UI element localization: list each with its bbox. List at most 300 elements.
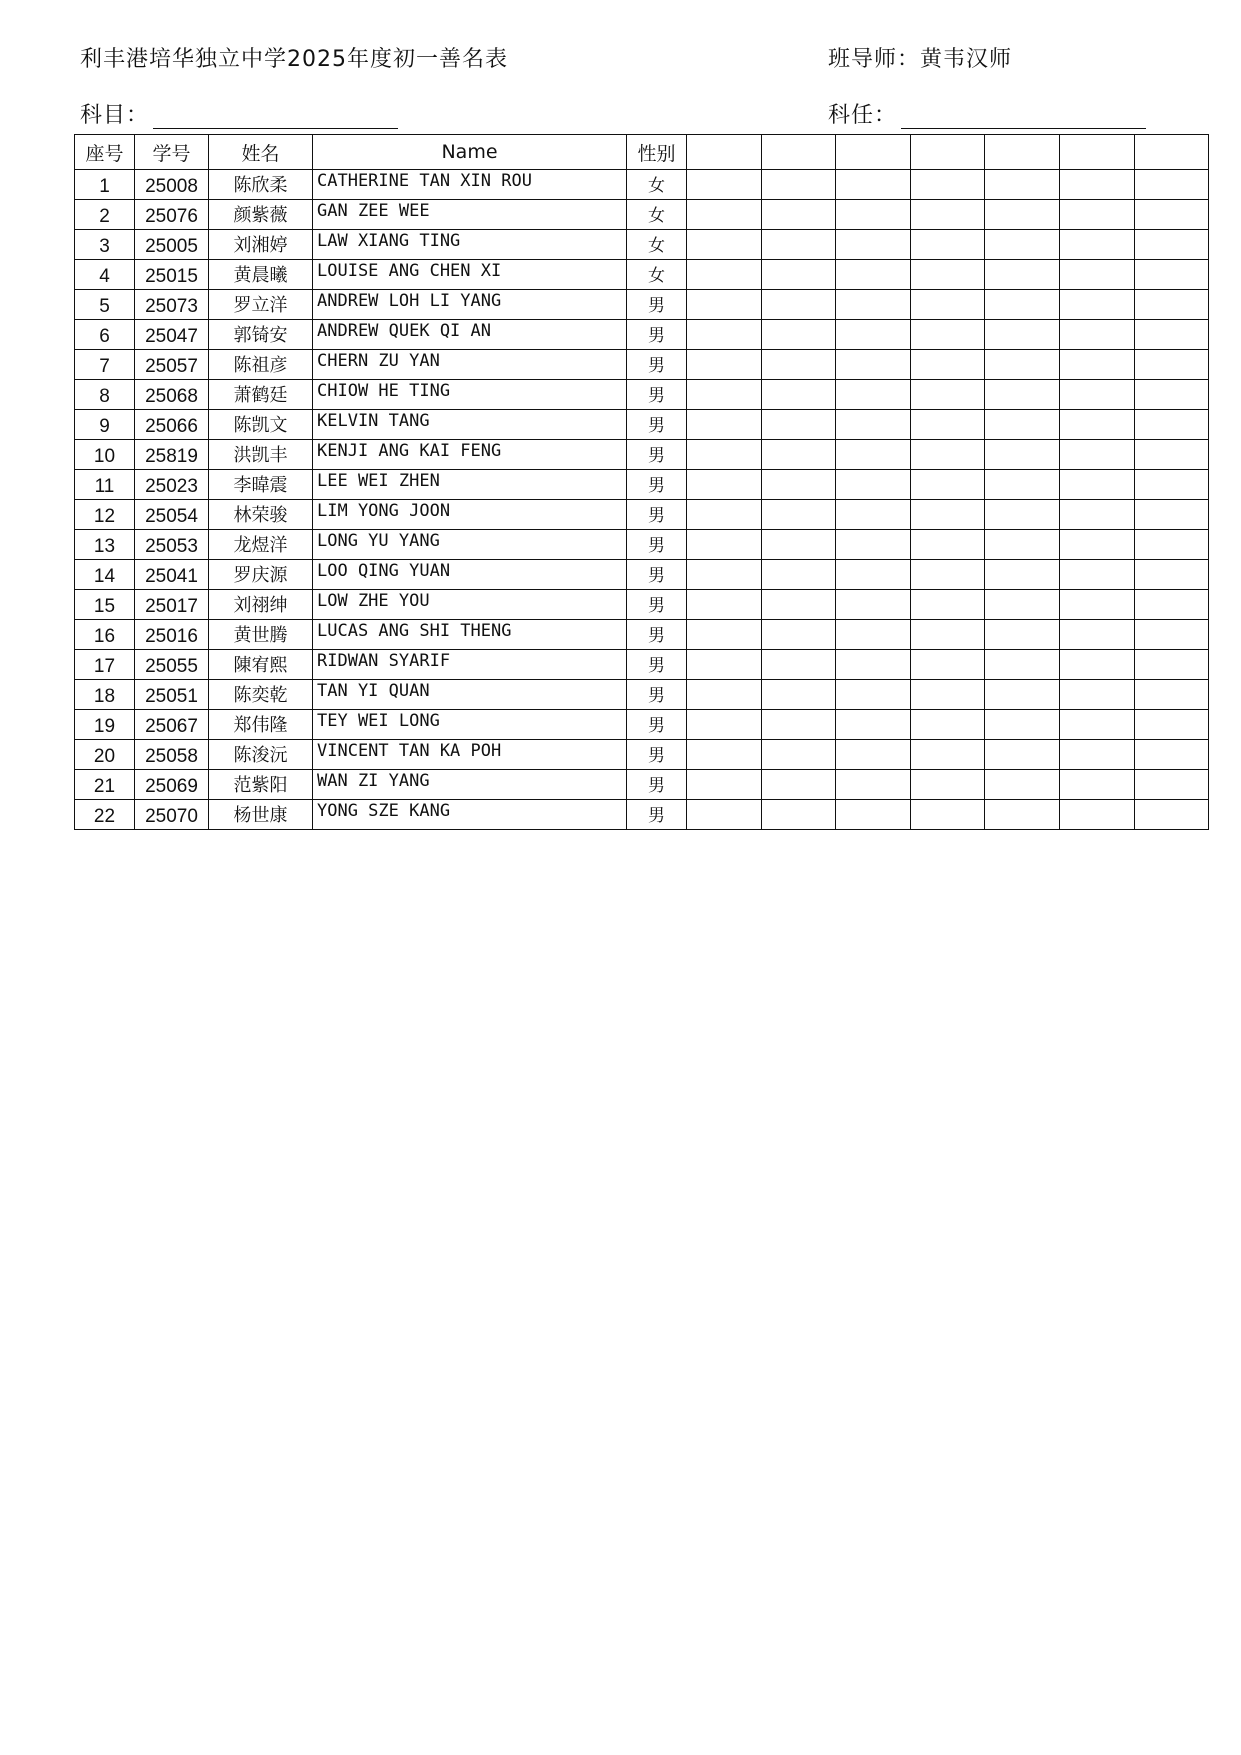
blank-cell[interactable] [1135,260,1209,290]
blank-cell[interactable] [836,230,911,260]
student-id-cell: 25054 [135,500,209,530]
table-row [75,380,1209,410]
blank-cell[interactable] [911,680,985,710]
seat-cell: 22 [75,800,135,830]
blank-cell[interactable] [836,350,911,380]
blank-cell[interactable] [1060,290,1135,320]
chinese-name-cell: 龙煜洋 [209,530,313,560]
blank-cell[interactable] [687,200,762,230]
blank-cell[interactable] [1060,170,1135,200]
blank-cell[interactable] [985,470,1060,500]
blank-cell[interactable] [1135,380,1209,410]
blank-cell[interactable] [762,620,836,650]
blank-cell[interactable] [762,200,836,230]
blank-cell[interactable] [911,770,985,800]
blank-cell[interactable] [1135,170,1209,200]
student-id-cell: 25069 [135,770,209,800]
gender-cell: 男 [627,410,687,440]
gender-cell: 男 [627,770,687,800]
blank-cell[interactable] [836,800,911,830]
seat-cell: 21 [75,770,135,800]
blank-cell[interactable] [687,740,762,770]
student-id-cell: 25066 [135,410,209,440]
english-name-cell: WAN ZI YANG [313,770,627,800]
blank-cell[interactable] [985,800,1060,830]
gender-cell: 女 [627,170,687,200]
blank-cell[interactable] [836,710,911,740]
english-name-cell: KELVIN TANG [313,410,627,440]
gender-cell: 男 [627,680,687,710]
blank-cell[interactable] [1135,230,1209,260]
blank-cell[interactable] [1135,290,1209,320]
header-blank [687,135,762,170]
blank-cell[interactable] [911,380,985,410]
chinese-name-cell: 陈祖彦 [209,350,313,380]
blank-cell[interactable] [762,800,836,830]
blank-cell[interactable] [762,320,836,350]
chinese-name-cell: 陈欣柔 [209,170,313,200]
blank-cell[interactable] [762,500,836,530]
blank-cell[interactable] [985,650,1060,680]
blank-cell[interactable] [1135,200,1209,230]
student-id-cell: 25058 [135,740,209,770]
blank-cell[interactable] [1060,200,1135,230]
student-id-cell: 25041 [135,560,209,590]
blank-cell[interactable] [1135,470,1209,500]
table-row [75,320,1209,350]
blank-cell[interactable] [1135,320,1209,350]
student-id-cell: 25047 [135,320,209,350]
gender-cell: 男 [627,320,687,350]
blank-cell[interactable] [762,680,836,710]
seat-cell: 17 [75,650,135,680]
chinese-name-cell: 陈奕乾 [209,680,313,710]
blank-cell[interactable] [1135,740,1209,770]
blank-cell[interactable] [687,620,762,650]
table-row [75,680,1209,710]
english-name-cell: VINCENT TAN KA POH [313,740,627,770]
english-name-cell: ANDREW QUEK QI AN [313,320,627,350]
blank-cell[interactable] [762,170,836,200]
blank-cell[interactable] [836,500,911,530]
blank-cell[interactable] [911,290,985,320]
seat-cell: 10 [75,440,135,470]
header-seat: 座号 [75,135,135,170]
student-id-cell: 25053 [135,530,209,560]
blank-cell[interactable] [1060,320,1135,350]
table-row [75,650,1209,680]
seat-cell: 6 [75,320,135,350]
blank-cell[interactable] [1060,770,1135,800]
blank-cell[interactable] [836,260,911,290]
student-id-cell: 25051 [135,680,209,710]
blank-cell[interactable] [911,650,985,680]
subject-teacher-label: 科任： [828,103,898,128]
blank-cell[interactable] [985,740,1060,770]
document-title: 利丰港培华独立中学2025年度初一善名表 [80,47,508,72]
header-blank [911,135,985,170]
blank-cell[interactable] [687,440,762,470]
table-row [75,560,1209,590]
blank-cell[interactable] [836,650,911,680]
blank-cell[interactable] [911,410,985,440]
blank-cell[interactable] [911,800,985,830]
gender-cell: 男 [627,500,687,530]
blank-cell[interactable] [762,410,836,440]
blank-cell[interactable] [687,170,762,200]
table-row [75,500,1209,530]
student-id-cell: 25055 [135,650,209,680]
blank-cell[interactable] [836,740,911,770]
subject-field [80,98,398,129]
blank-cell[interactable] [985,530,1060,560]
table-row [75,740,1209,770]
table-header-row [75,135,1209,170]
blank-cell[interactable] [1135,590,1209,620]
blank-cell[interactable] [1060,260,1135,290]
seat-cell: 15 [75,590,135,620]
english-name-cell: LOO QING YUAN [313,560,627,590]
blank-cell[interactable] [985,560,1060,590]
english-name-cell: LONG YU YANG [313,530,627,560]
blank-cell[interactable] [911,230,985,260]
blank-cell[interactable] [911,170,985,200]
student-id-cell: 25005 [135,230,209,260]
blank-cell[interactable] [1135,800,1209,830]
english-name-cell: LUCAS ANG SHI THENG [313,620,627,650]
blank-cell[interactable] [1135,560,1209,590]
table-row [75,350,1209,380]
gender-cell: 男 [627,440,687,470]
gender-cell: 女 [627,200,687,230]
blank-cell[interactable] [985,410,1060,440]
blank-cell[interactable] [1060,470,1135,500]
blank-cell[interactable] [1060,650,1135,680]
chinese-name-cell: 萧鹤廷 [209,380,313,410]
student-id-cell: 25016 [135,620,209,650]
seat-cell: 8 [75,380,135,410]
header-gender: 性别 [627,135,687,170]
english-name-cell: CATHERINE TAN XIN ROU [313,170,627,200]
gender-cell: 男 [627,590,687,620]
blank-cell[interactable] [1135,530,1209,560]
table-row [75,410,1209,440]
blank-cell[interactable] [1060,380,1135,410]
blank-cell[interactable] [1135,440,1209,470]
blank-cell[interactable] [687,650,762,680]
blank-cell[interactable] [911,470,985,500]
blank-cell[interactable] [687,380,762,410]
gender-cell: 女 [627,230,687,260]
english-name-cell: TAN YI QUAN [313,680,627,710]
header-blank [1060,135,1135,170]
blank-cell[interactable] [911,530,985,560]
blank-cell[interactable] [836,380,911,410]
gender-cell: 男 [627,650,687,680]
blank-cell[interactable] [1135,620,1209,650]
blank-cell[interactable] [985,170,1060,200]
blank-cell[interactable] [985,230,1060,260]
blank-cell[interactable] [1135,770,1209,800]
gender-cell: 男 [627,740,687,770]
blank-cell[interactable] [762,380,836,410]
chinese-name-cell: 洪凯丰 [209,440,313,470]
table-row [75,590,1209,620]
blank-cell[interactable] [762,530,836,560]
chinese-name-cell: 杨世康 [209,800,313,830]
seat-cell: 14 [75,560,135,590]
blank-cell[interactable] [687,560,762,590]
blank-cell[interactable] [1060,590,1135,620]
blank-cell[interactable] [985,320,1060,350]
chinese-name-cell: 陳宥熙 [209,650,313,680]
blank-cell[interactable] [836,200,911,230]
seat-cell: 7 [75,350,135,380]
blank-cell[interactable] [1135,710,1209,740]
blank-cell[interactable] [762,590,836,620]
chinese-name-cell: 罗庆源 [209,560,313,590]
table-row [75,170,1209,200]
chinese-name-cell: 李暐震 [209,470,313,500]
blank-cell[interactable] [1060,410,1135,440]
blank-cell[interactable] [911,440,985,470]
blank-cell[interactable] [1135,350,1209,380]
blank-cell[interactable] [1060,680,1135,710]
blank-cell[interactable] [1135,650,1209,680]
blank-cell[interactable] [985,200,1060,230]
blank-cell[interactable] [762,740,836,770]
english-name-cell: LOUISE ANG CHEN XI [313,260,627,290]
blank-cell[interactable] [836,170,911,200]
blank-cell[interactable] [1060,500,1135,530]
chinese-name-cell: 陈凯文 [209,410,313,440]
blank-cell[interactable] [1135,500,1209,530]
table-row [75,710,1209,740]
blank-cell[interactable] [687,500,762,530]
blank-cell[interactable] [911,590,985,620]
seat-cell: 12 [75,500,135,530]
chinese-name-cell: 黄世腾 [209,620,313,650]
blank-cell[interactable] [1060,560,1135,590]
english-name-cell: KENJI ANG KAI FENG [313,440,627,470]
table-row [75,620,1209,650]
english-name-cell: LOW ZHE YOU [313,590,627,620]
blank-cell[interactable] [985,290,1060,320]
gender-cell: 男 [627,560,687,590]
table-row [75,800,1209,830]
english-name-cell: RIDWAN SYARIF [313,650,627,680]
student-id-cell: 25067 [135,710,209,740]
seat-cell: 13 [75,530,135,560]
student-id-cell: 25008 [135,170,209,200]
chinese-name-cell: 颜紫薇 [209,200,313,230]
seat-cell: 11 [75,470,135,500]
blank-cell[interactable] [762,470,836,500]
blank-cell[interactable] [687,290,762,320]
blank-cell[interactable] [836,410,911,440]
gender-cell: 男 [627,620,687,650]
blank-cell[interactable] [836,680,911,710]
blank-cell[interactable] [985,710,1060,740]
class-teacher-name: 黄韦汉师 [920,47,1013,72]
blank-cell[interactable] [762,650,836,680]
header-blank [762,135,836,170]
blank-cell[interactable] [985,590,1060,620]
class-teacher [828,42,1012,73]
blank-cell[interactable] [687,800,762,830]
blank-cell[interactable] [836,440,911,470]
blank-cell[interactable] [911,260,985,290]
blank-cell[interactable] [1060,710,1135,740]
blank-cell[interactable] [762,560,836,590]
gender-cell: 男 [627,800,687,830]
chinese-name-cell: 罗立洋 [209,290,313,320]
seat-cell: 16 [75,620,135,650]
blank-cell[interactable] [687,320,762,350]
blank-cell[interactable] [911,200,985,230]
chinese-name-cell: 范紫阳 [209,770,313,800]
chinese-name-cell: 郭锜安 [209,320,313,350]
header-chinese-name: 姓名 [209,135,313,170]
blank-cell[interactable] [762,350,836,380]
table-row [75,290,1209,320]
blank-cell[interactable] [1060,800,1135,830]
student-id-cell: 25076 [135,200,209,230]
blank-cell[interactable] [985,440,1060,470]
blank-cell[interactable] [985,380,1060,410]
table-row [75,230,1209,260]
blank-cell[interactable] [762,230,836,260]
blank-cell[interactable] [687,680,762,710]
blank-cell[interactable] [985,500,1060,530]
english-name-cell: ANDREW LOH LI YANG [313,290,627,320]
gender-cell: 男 [627,470,687,500]
seat-cell: 18 [75,680,135,710]
table-row [75,770,1209,800]
table-row [75,440,1209,470]
blank-cell[interactable] [985,680,1060,710]
chinese-name-cell: 刘祤绅 [209,590,313,620]
gender-cell: 男 [627,380,687,410]
blank-cell[interactable] [985,260,1060,290]
blank-cell[interactable] [911,320,985,350]
seat-cell: 1 [75,170,135,200]
gender-cell: 男 [627,290,687,320]
blank-cell[interactable] [762,770,836,800]
table-row [75,470,1209,500]
blank-cell[interactable] [1060,350,1135,380]
blank-cell[interactable] [911,740,985,770]
blank-cell[interactable] [762,290,836,320]
gender-cell: 男 [627,350,687,380]
blank-cell[interactable] [836,590,911,620]
blank-cell[interactable] [836,530,911,560]
blank-cell[interactable] [911,560,985,590]
blank-cell[interactable] [687,260,762,290]
english-name-cell: YONG SZE KANG [313,800,627,830]
blank-cell[interactable] [1135,410,1209,440]
blank-cell[interactable] [1060,440,1135,470]
english-name-cell: GAN ZEE WEE [313,200,627,230]
blank-cell[interactable] [911,620,985,650]
header-blank [836,135,911,170]
seat-cell: 2 [75,200,135,230]
blank-cell[interactable] [836,620,911,650]
gender-cell: 男 [627,530,687,560]
seat-cell: 20 [75,740,135,770]
blank-cell[interactable] [1060,530,1135,560]
gender-cell: 女 [627,260,687,290]
blank-cell[interactable] [687,470,762,500]
english-name-cell: LAW XIANG TING [313,230,627,260]
blank-cell[interactable] [911,350,985,380]
english-name-cell: LEE WEI ZHEN [313,470,627,500]
header-english-name: Name [313,135,627,170]
student-id-cell: 25070 [135,800,209,830]
blank-cell[interactable] [1060,740,1135,770]
blank-cell[interactable] [911,500,985,530]
english-name-cell: LIM YONG JOON [313,500,627,530]
gender-cell: 男 [627,710,687,740]
blank-cell[interactable] [985,620,1060,650]
blank-cell[interactable] [836,560,911,590]
chinese-name-cell: 刘湘婷 [209,230,313,260]
blank-cell[interactable] [687,770,762,800]
subject-label: 科目： [80,103,150,128]
table-row [75,260,1209,290]
blank-cell[interactable] [911,710,985,740]
table-body [75,170,1209,830]
seat-cell: 4 [75,260,135,290]
subject-teacher-field [828,98,1146,129]
blank-cell[interactable] [687,590,762,620]
table-row [75,200,1209,230]
blank-cell[interactable] [762,710,836,740]
blank-cell[interactable] [985,350,1060,380]
blank-cell[interactable] [762,440,836,470]
class-teacher-label: 班导师： [828,47,921,72]
chinese-name-cell: 陈浚沅 [209,740,313,770]
blank-cell[interactable] [687,350,762,380]
subject-teacher-blank-line [901,108,1146,129]
student-id-cell: 25015 [135,260,209,290]
english-name-cell: CHIOW HE TING [313,380,627,410]
student-id-cell: 25068 [135,380,209,410]
english-name-cell: CHERN ZU YAN [313,350,627,380]
blank-cell[interactable] [687,710,762,740]
seat-cell: 19 [75,710,135,740]
blank-cell[interactable] [687,230,762,260]
header-blank [985,135,1060,170]
student-id-cell: 25017 [135,590,209,620]
blank-cell[interactable] [762,260,836,290]
student-id-cell: 25819 [135,440,209,470]
subject-blank-line [153,108,398,129]
blank-cell[interactable] [687,530,762,560]
student-id-cell: 25073 [135,290,209,320]
blank-cell[interactable] [1060,620,1135,650]
student-id-cell: 25023 [135,470,209,500]
blank-cell[interactable] [836,290,911,320]
blank-cell[interactable] [836,470,911,500]
blank-cell[interactable] [687,410,762,440]
blank-cell[interactable] [985,770,1060,800]
blank-cell[interactable] [1135,680,1209,710]
blank-cell[interactable] [836,320,911,350]
blank-cell[interactable] [1060,230,1135,260]
english-name-cell: TEY WEI LONG [313,710,627,740]
blank-cell[interactable] [836,770,911,800]
